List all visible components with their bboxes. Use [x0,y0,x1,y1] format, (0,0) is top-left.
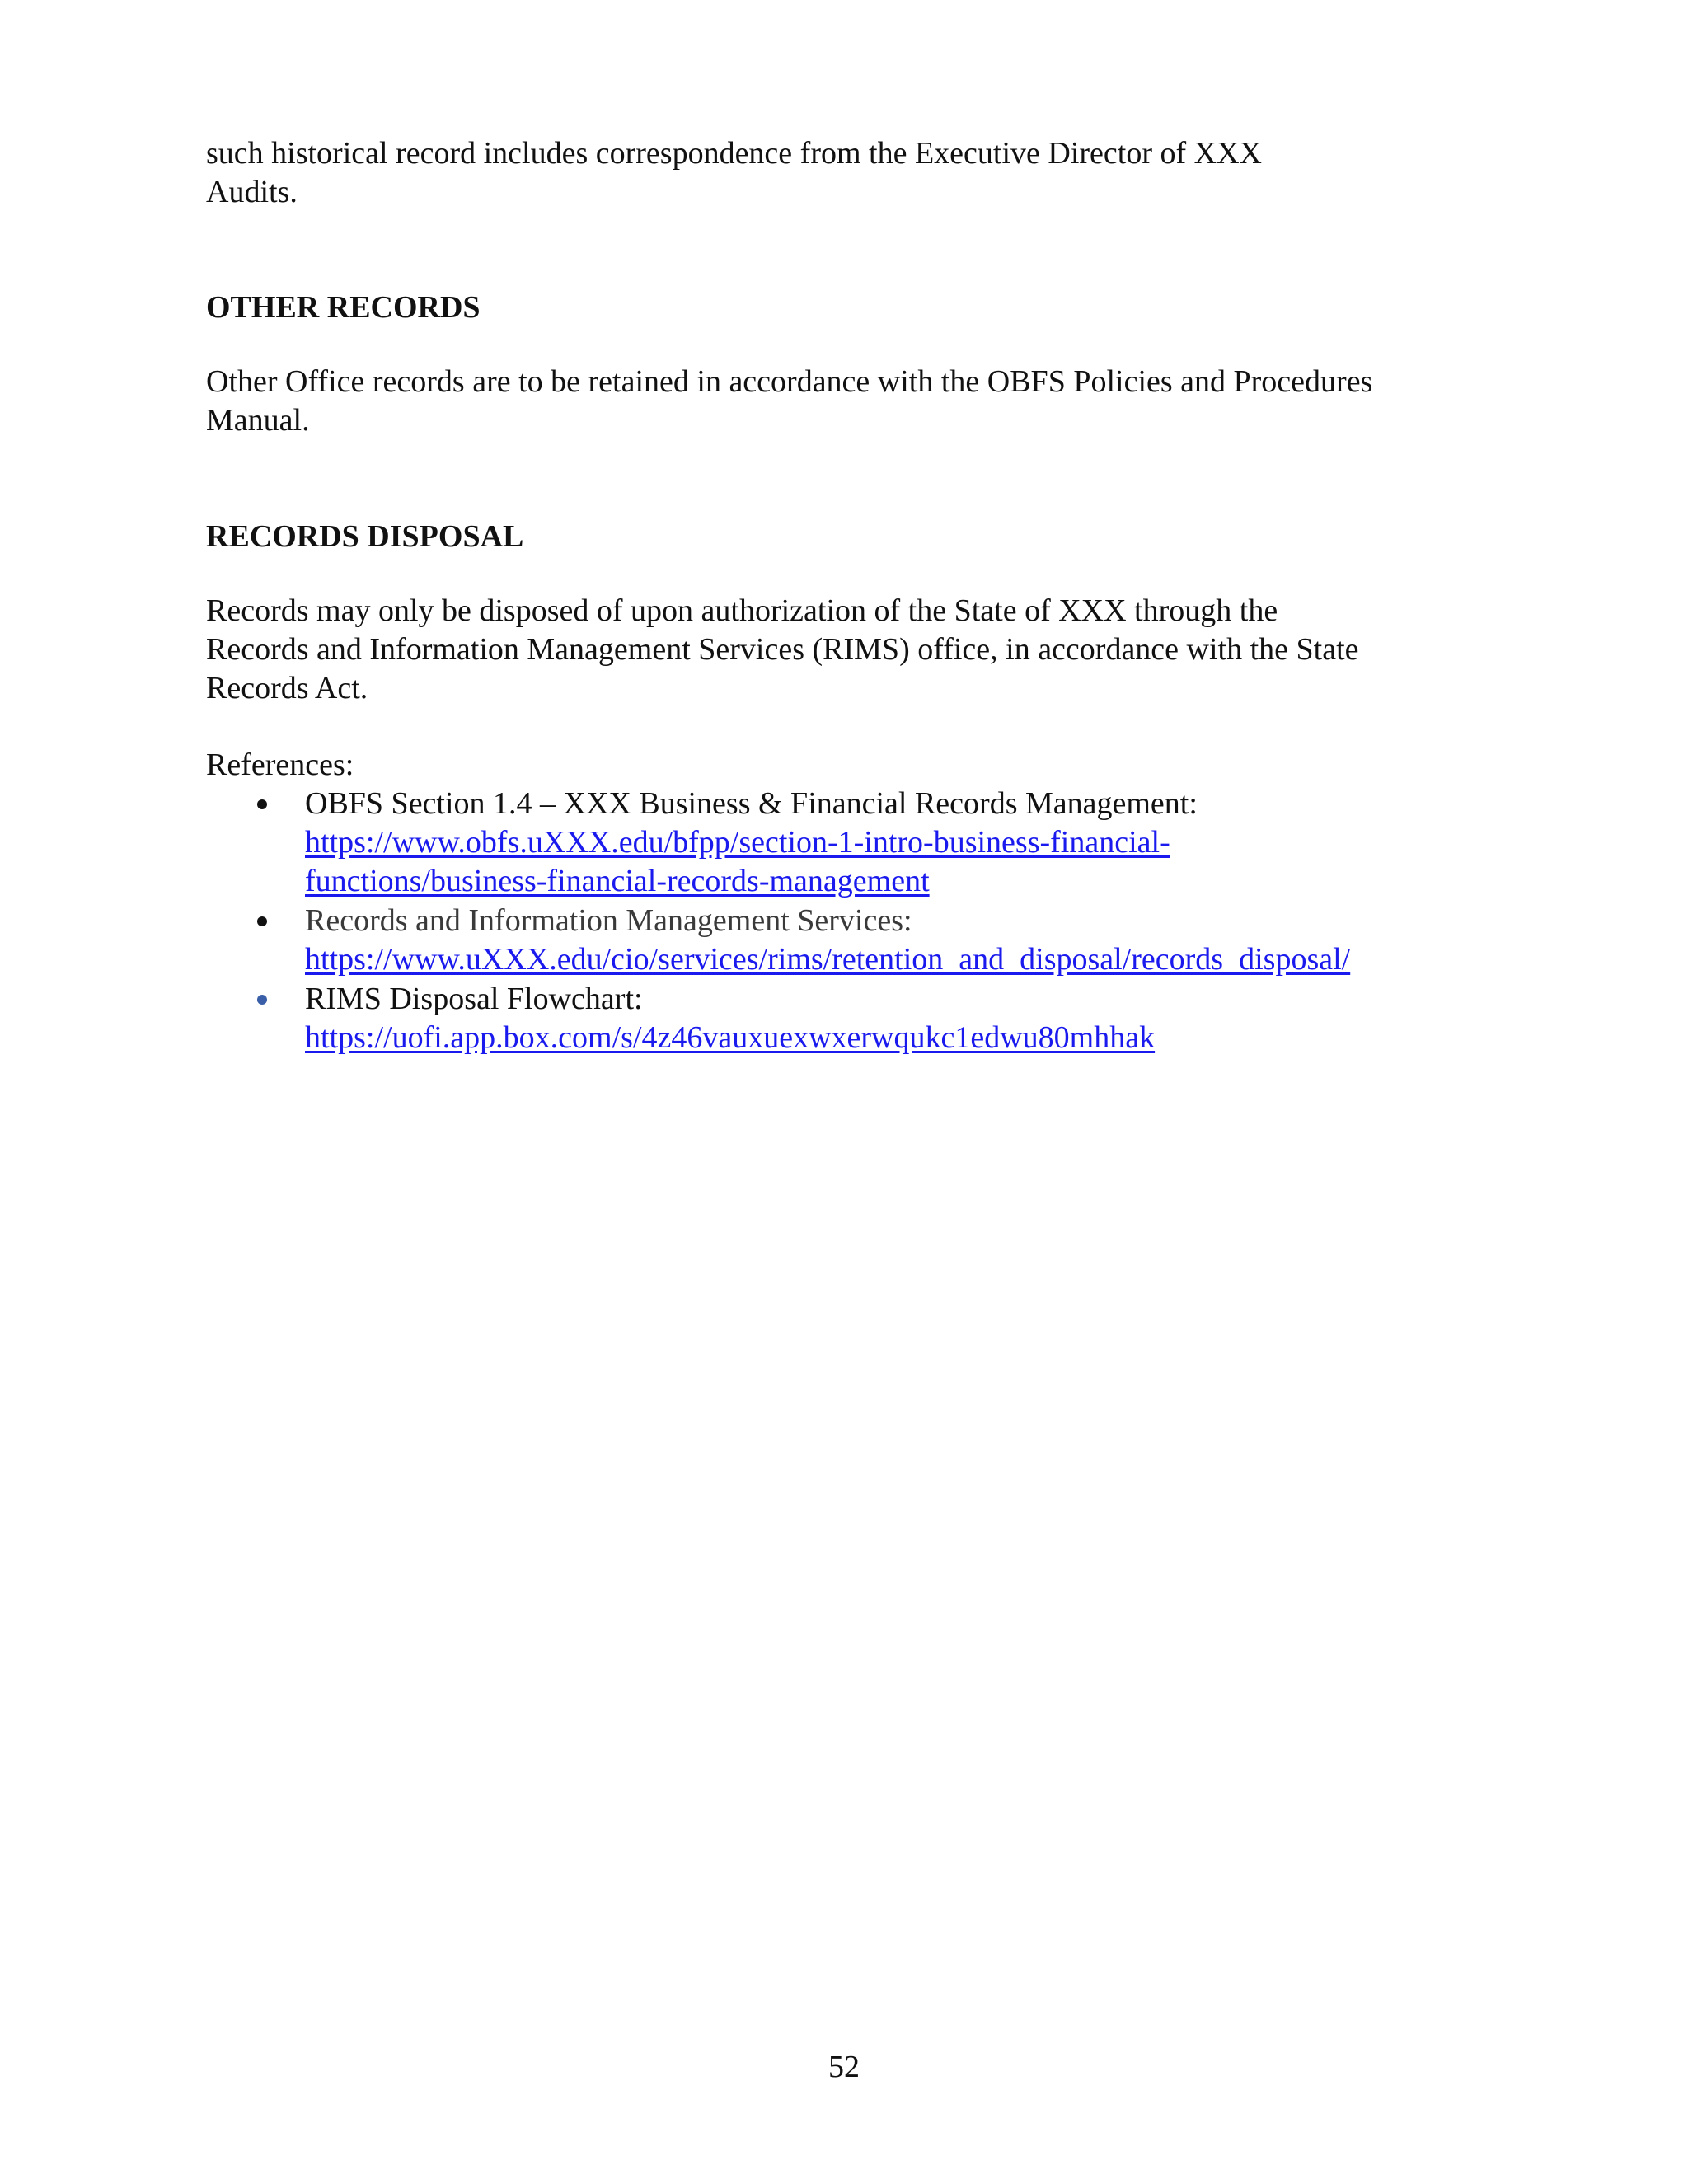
reference-item-rims-services [206,902,1492,979]
reference-label: OBFS Section 1.4 – XXX Business & Financial Records Management: [305,786,1198,821]
reference-link-line: functions/business-financial-records-management [305,864,930,898]
reference-link-rims-flowchart[interactable] [305,1019,1492,1057]
records-disposal-line-3: Records Act. [206,671,368,705]
intro-line-1: such historical record includes correspondence from the Executive Director of XXX [206,136,1262,171]
reference-link-obfs[interactable] [305,823,1492,901]
intro-line-2: Audits. [206,175,298,209]
bullet-icon [257,995,267,1005]
other-records-heading: OTHER RECORDS [206,290,481,325]
reference-link-line: https://www.obfs.uXXX.edu/bfpp/section-1-intro-business-financial- [305,825,1170,860]
records-disposal-line-2: Records and Information Management Services (RIMS) office, in accordance with the State [206,632,1359,667]
other-records-line-2: Manual. [206,403,310,438]
reference-label: RIMS Disposal Flowchart: [305,982,643,1016]
reference-label: Records and Information Management Services: [305,903,912,938]
bullet-icon [257,799,267,809]
references-list [206,785,1492,1058]
page-number: 52 [828,2050,860,2084]
other-records-line-1: Other Office records are to be retained in accordance with the OBFS Policies and Procedures [206,364,1373,399]
reference-item-rims-flowchart [206,980,1492,1057]
records-disposal-line-1: Records may only be disposed of upon authorization of the State of XXX through the [206,593,1278,628]
reference-link-rims-services[interactable] [305,940,1492,979]
references-label: References: [206,748,354,782]
reference-link-line: https://www.uXXX.edu/cio/services/rims/retention_and_disposal/records_disposal/ [305,942,1351,977]
other-records-paragraph [206,363,1492,440]
bullet-icon [257,916,267,926]
reference-item-obfs [206,785,1492,901]
intro-paragraph [206,134,1492,212]
reference-link-line: https://uofi.app.box.com/s/4z46vauxuexwxerwqukc1edwu80mhhak [305,1020,1156,1055]
records-disposal-paragraph [206,592,1492,708]
records-disposal-heading: RECORDS DISPOSAL [206,519,524,554]
